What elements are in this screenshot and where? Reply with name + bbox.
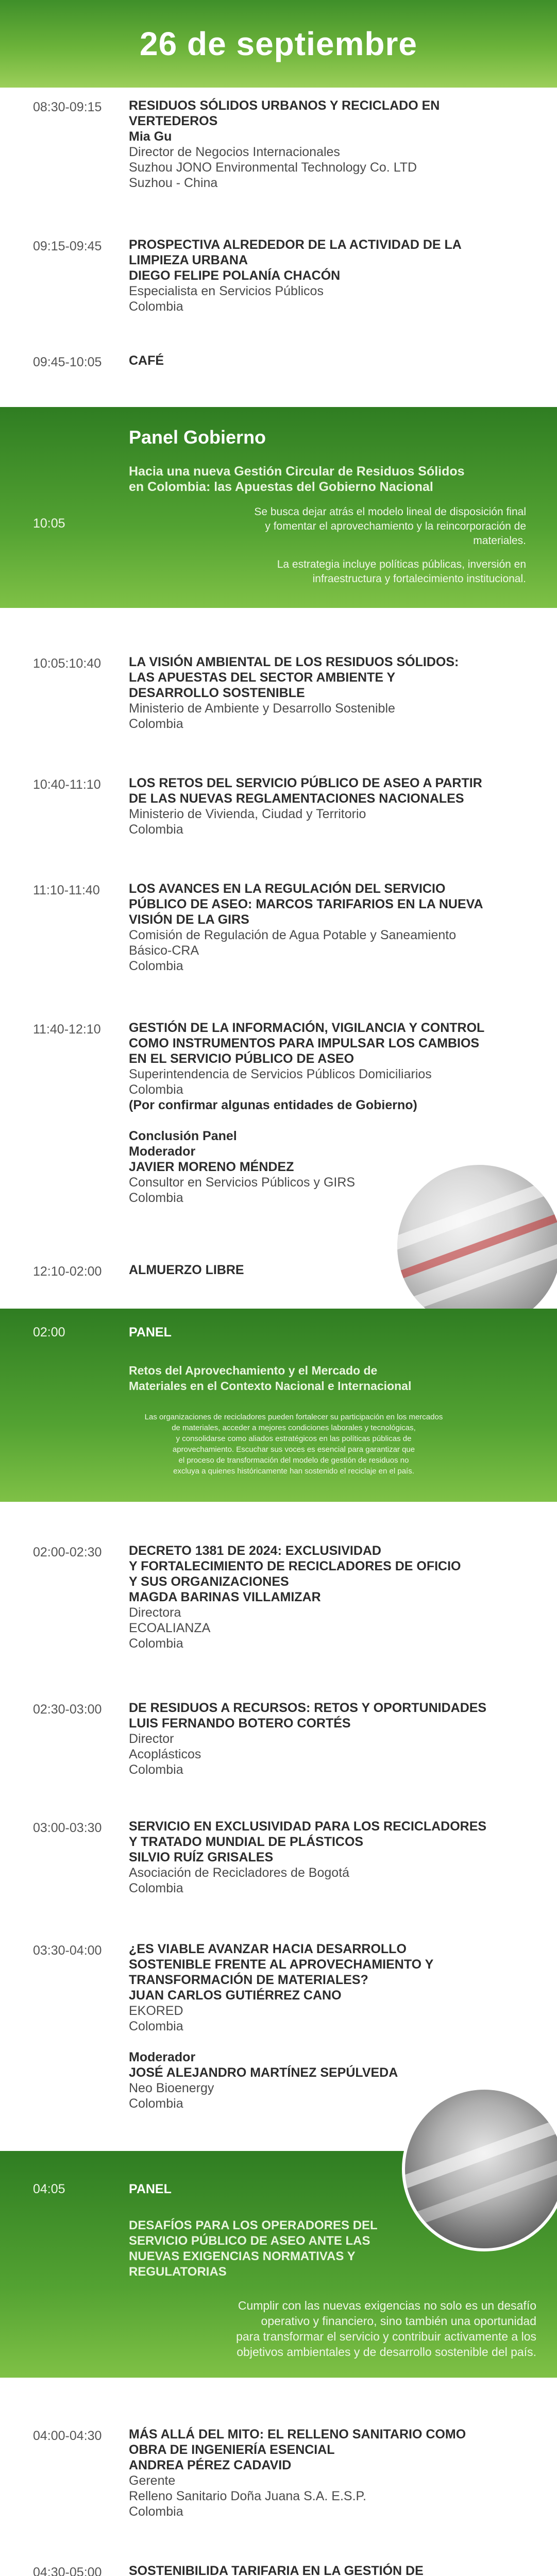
session-title: COMO INSTRUMENTOS PARA IMPULSAR LOS CAMBIOS — [129, 1036, 480, 1050]
speaker-name: MAGDA BARINAS VILLAMIZAR — [129, 1590, 321, 1604]
panel-desc-line: aprovechamiento. Escuchar sus voces es esencial para garantizar que — [172, 1445, 415, 1454]
speaker-place: Colombia — [129, 1636, 183, 1651]
panel-title-line: REGULATORIAS — [129, 2265, 227, 2279]
session-title: EN EL SERVICIO PÚBLICO DE ASEO — [129, 1052, 355, 1066]
speaker-org: Ministerio de Ambiente y Desarrollo Sostenible — [129, 701, 395, 716]
session-content — [129, 775, 541, 837]
panel-desc-gap — [196, 548, 526, 557]
photo-detail — [402, 2150, 557, 2239]
panel-title-line: NUEVAS EXIGENCIAS NORMATIVAS Y — [129, 2249, 356, 2263]
panel-desc-line: objetivos ambientales y de desarrollo sostenible del país. — [237, 2345, 536, 2359]
session-entry — [0, 1543, 557, 1651]
session-title: ¿ES VIABLE AVANZAR HACIA DESARROLLO — [129, 1942, 407, 1956]
speaker-place: Suzhou - China — [129, 176, 218, 190]
panel-desc-line: La estrategia incluye políticas públicas, inversión en — [277, 558, 526, 570]
session-title: Y FORTALECIMIENTO DE RECICLADORES DE OFICIO — [129, 1559, 461, 1573]
day-header — [0, 0, 557, 88]
session-content — [129, 353, 541, 370]
session-content — [129, 98, 541, 191]
session-time: 02:00-02:30 — [33, 1545, 102, 1560]
panel-desc-line: y consolidarse como aliados estratégicos en las políticas públicas de — [176, 1434, 412, 1443]
panel-desc-line: para transformar el servicio y contribuir activamente a los — [236, 2330, 536, 2343]
panel-title-line: Materiales en el Contexto Nacional e Internacional — [129, 1379, 412, 1393]
panel-desc-line: el proceso de transformación del modelo de gestión de residuos no — [178, 1456, 409, 1465]
panel-label: PANEL — [129, 1325, 172, 1340]
session-entry — [0, 881, 557, 974]
panel-aprovechamiento — [0, 1309, 557, 1502]
session-time: 09:15-09:45 — [33, 239, 102, 253]
panel-desc-line: materiales. — [473, 535, 526, 547]
session-entry — [0, 98, 557, 191]
session-time: 03:30-04:00 — [33, 1943, 102, 1958]
session-title: OBRA DE INGENIERÍA ESENCIAL — [129, 2443, 335, 2457]
session-time: 10:40-11:10 — [33, 777, 101, 792]
speaker-place: Colombia — [129, 299, 183, 314]
speaker-name: Mia Gu — [129, 129, 172, 144]
conclusion-label: Conclusión Panel — [129, 1129, 237, 1143]
session-content — [129, 1941, 541, 2111]
session-title: LOS RETOS DEL SERVICIO PÚBLICO DE ASEO A PARTIR — [129, 776, 482, 790]
session-title: SERVICIO EN EXCLUSIVIDAD PARA LOS RECICLADORES — [129, 1819, 487, 1834]
session-title: DESARROLLO SOSTENIBLE — [129, 686, 305, 700]
session-content — [129, 1262, 541, 1279]
panel-title — [129, 1363, 411, 1394]
panel-title — [129, 2218, 378, 2280]
panel-time: 10:05 — [33, 516, 65, 531]
moderator-name: JOSÉ ALEJANDRO MARTÍNEZ SEPÚLVEDA — [129, 2065, 398, 2080]
speaker-org: Comisión de Regulación de Agua Potable y Saneamiento — [129, 928, 457, 942]
speaker-org: Suzhou JONO Environmental Technology Co. LTD — [129, 160, 417, 175]
session-title: LOS AVANCES EN LA REGULACIÓN DEL SERVICIO — [129, 882, 446, 896]
speaker-org: EKORED — [129, 2004, 183, 2018]
moderator-label: Moderador — [129, 1144, 196, 1159]
session-time: 11:10-11:40 — [33, 883, 100, 897]
panel-desc-line: y fomentar el aprovechamiento y la reincorporación de — [265, 520, 526, 532]
speaker-name: DIEGO FELIPE POLANÍA CHACÓN — [129, 268, 341, 283]
moderator-label: Moderador — [129, 2050, 196, 2064]
session-title: Y SUS ORGANIZACIONES — [129, 1574, 289, 1589]
panel-description — [52, 1412, 536, 1477]
panel-title-line: Hacia una nueva Gestión Circular de Residuos Sólidos — [129, 464, 465, 479]
session-entry — [0, 2563, 557, 2576]
panel-desc-line: Se busca dejar atrás el modelo lineal de disposición final — [254, 506, 526, 518]
speaker-name: SILVIO RUÍZ GRISALES — [129, 1850, 274, 1865]
session-time: 02:30-03:00 — [33, 1702, 102, 1717]
session-time: 10:05:10:40 — [33, 656, 102, 671]
speaker-role: Directora — [129, 1605, 181, 1620]
industrial-plant-photo — [402, 2087, 557, 2251]
session-title: SOSTENIBILIDA TARIFARIA EN LA GESTIÓN DE — [129, 2564, 424, 2576]
session-time: 04:30-05:00 — [33, 2565, 102, 2576]
session-time: 04:00-04:30 — [33, 2429, 102, 2443]
panel-description — [165, 2298, 536, 2360]
speaker-org: ECOALIANZA — [129, 1621, 211, 1635]
panel-desc-line: operativo y financiero, sino también una oportunidad — [261, 2314, 536, 2328]
spacer — [129, 1113, 541, 1128]
session-time: 11:40-12:10 — [33, 1022, 101, 1037]
session-entry — [0, 654, 557, 732]
confirmation-note: (Por confirmar algunas entidades de Gobierno) — [129, 1098, 417, 1112]
session-title: Y TRATADO MUNDIAL DE PLÁSTICOS — [129, 1835, 364, 1849]
session-content — [129, 881, 541, 974]
session-content — [129, 1819, 541, 1896]
session-content — [129, 654, 541, 732]
speaker-place: Colombia — [129, 959, 183, 973]
session-content — [129, 1700, 541, 1777]
panel-desc-line: excluya a quienes históricamente han sostenido el reciclaje en el país. — [173, 1467, 414, 1476]
session-title: LAS APUESTAS DEL SECTOR AMBIENTE Y — [129, 670, 396, 685]
panel-label: Panel Gobierno — [129, 427, 266, 448]
session-title: MÁS ALLÁ DEL MITO: EL RELLENO SANITARIO COMO — [129, 2427, 466, 2442]
session-title: VERTEDEROS — [129, 114, 218, 128]
session-time: 09:45-10:05 — [33, 355, 102, 369]
panel-desc-line: de materiales, acceder a mejores condiciones laborales y tecnológicas, — [172, 1423, 416, 1432]
day-title: 26 de septiembre — [140, 25, 417, 62]
speaker-org: Ministerio de Vivienda, Ciudad y Territorio — [129, 807, 366, 821]
moderator-name: JAVIER MORENO MÉNDEZ — [129, 1160, 294, 1174]
speaker-place: Colombia — [129, 717, 183, 731]
speaker-org: Superintendencia de Servicios Públicos Domiciliarios — [129, 1067, 432, 1081]
session-title: DE RESIDUOS A RECURSOS: RETOS Y OPORTUNIDADES — [129, 1701, 487, 1715]
recycling-facility-photo — [394, 1162, 557, 1332]
speaker-name: JUAN CARLOS GUTIÉRREZ CANO — [129, 1988, 342, 2003]
moderator-org: Neo Bioenergy — [129, 2081, 214, 2095]
panel-label: PANEL — [129, 2182, 172, 2196]
session-entry — [0, 2427, 557, 2519]
speaker-name: ANDREA PÉREZ CADAVID — [129, 2458, 292, 2472]
speaker-place: Colombia — [129, 2019, 183, 2033]
panel-title-line: DESAFÍOS PARA LOS OPERADORES DEL — [129, 2218, 378, 2232]
session-title: TRANSFORMACIÓN DE MATERIALES? — [129, 1973, 368, 1987]
session-title: PROSPECTIVA ALREDEDOR DE LA ACTIVIDAD DE LA — [129, 238, 462, 252]
session-entry — [0, 1819, 557, 1896]
spacer — [129, 2034, 541, 2049]
speaker-place: Colombia — [129, 1881, 183, 1895]
session-title: VISIÓN DE LA GIRS — [129, 912, 249, 927]
speaker-place: Colombia — [129, 2504, 183, 2519]
speaker-org: Asociación de Recicladores de Bogotá — [129, 1866, 350, 1880]
session-title: DECRETO 1381 DE 2024: EXCLUSIVIDAD — [129, 1544, 381, 1558]
session-content — [129, 1543, 541, 1651]
session-content — [129, 237, 541, 314]
panel-time: 02:00 — [33, 1325, 65, 1340]
session-content — [129, 2563, 541, 2576]
speaker-role: Especialista en Servicios Públicos — [129, 284, 324, 298]
moderator-place: Colombia — [129, 2096, 183, 2111]
session-title: CAFÉ — [129, 353, 164, 368]
panel-desc-line: infraestructura y fortalecimiento institucional. — [312, 573, 526, 585]
session-title: RESIDUOS SÓLIDOS URBANOS Y RECICLADO EN — [129, 98, 440, 113]
session-time: 08:30-09:15 — [33, 100, 102, 114]
speaker-place: Colombia — [129, 822, 183, 837]
session-title: SOSTENIBLE FRENTE AL APROVECHAMIENTO Y — [129, 1957, 434, 1972]
panel-title-line: Retos del Aprovechamiento y el Mercado de — [129, 1364, 378, 1377]
speaker-role: Director — [129, 1732, 174, 1746]
speaker-org: Relleno Sanitario Doña Juana S.A. E.S.P. — [129, 2489, 366, 2503]
speaker-org: Básico-CRA — [129, 943, 199, 958]
speaker-org: Acoplásticos — [129, 1747, 201, 1761]
speaker-role: Gerente — [129, 2473, 176, 2488]
panel-description — [196, 505, 526, 586]
session-entry — [0, 1262, 557, 1279]
session-entry — [0, 237, 557, 314]
speaker-name: LUIS FERNANDO BOTERO CORTÉS — [129, 1716, 351, 1731]
panel-desc-line: Cumplir con las nuevas exigencias no solo es un desafío — [238, 2299, 536, 2312]
session-title: GESTIÓN DE LA INFORMACIÓN, VIGILANCIA Y CONTROL — [129, 1021, 485, 1035]
session-entry — [0, 1700, 557, 1777]
panel-title — [129, 464, 465, 495]
panel-desc-line: Las organizaciones de recicladores pueden fortalecer su participación en los mercados — [144, 1413, 443, 1421]
session-content — [129, 2427, 541, 2519]
session-title: LIMPIEZA URBANA — [129, 253, 248, 267]
session-title: ALMUERZO LIBRE — [129, 1263, 244, 1277]
moderator-place: Colombia — [129, 1191, 183, 1205]
panel-title-line: SERVICIO PÚBLICO DE ASEO ANTE LAS — [129, 2234, 370, 2248]
panel-title-line: en Colombia: las Apuestas del Gobierno Nacional — [129, 480, 433, 494]
photo-detail — [402, 2109, 557, 2197]
session-time: 12:10-02:00 — [33, 1264, 102, 1279]
speaker-place: Colombia — [129, 1762, 183, 1777]
session-entry — [0, 775, 557, 837]
speaker-role: Director de Negocios Internacionales — [129, 145, 340, 159]
panel-time: 04:05 — [33, 2182, 65, 2196]
session-entry — [0, 353, 557, 370]
session-entry — [0, 1941, 557, 2111]
speaker-place: Colombia — [129, 1082, 183, 1097]
moderator-role: Consultor en Servicios Públicos y GIRS — [129, 1175, 356, 1190]
session-title: PÚBLICO DE ASEO: MARCOS TARIFARIOS EN LA NUEVA — [129, 897, 483, 911]
session-title: LA VISIÓN AMBIENTAL DE LOS RESIDUOS SÓLIDOS: — [129, 655, 459, 669]
session-time: 03:00-03:30 — [33, 1821, 102, 1835]
panel-gobierno — [0, 407, 557, 608]
session-title: DE LAS NUEVAS REGLAMENTACIONES NACIONALES — [129, 791, 464, 806]
